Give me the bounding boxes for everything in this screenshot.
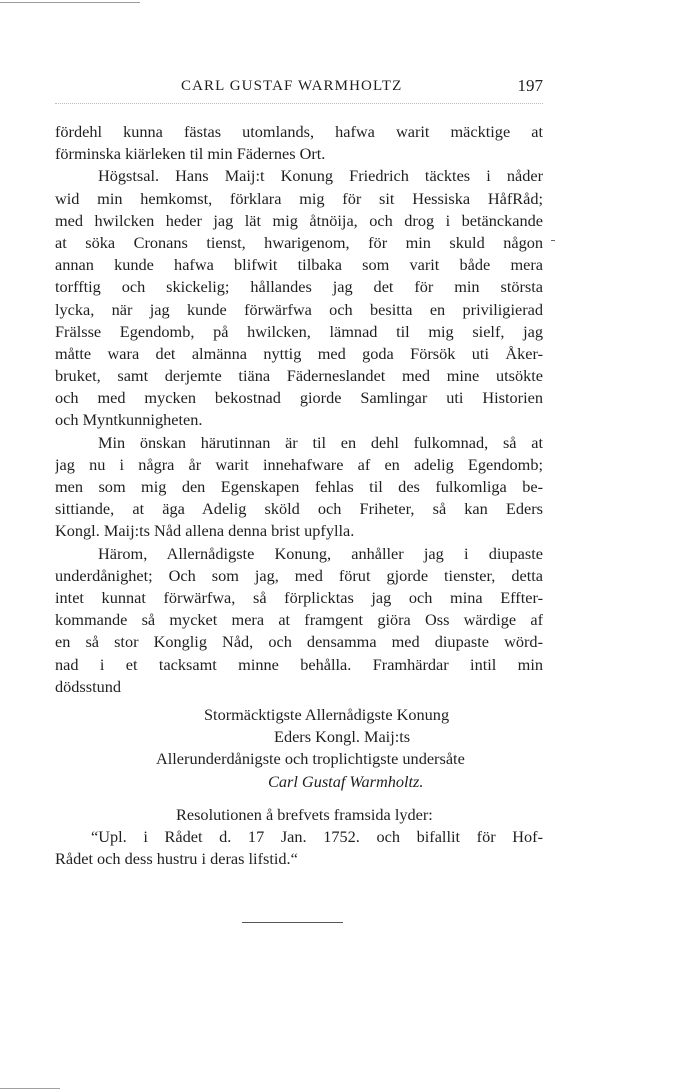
running-title: CARL GUSTAF WARMHOLTZ xyxy=(181,78,403,94)
scan-edge-mark xyxy=(0,2,140,3)
text-line: underdånighet; Och som jag, med förut gjorde tienster, detta xyxy=(55,565,543,585)
text-line: jag nu i några år warit innehafware af en adelig Egendomb; xyxy=(55,454,543,474)
text-line: men som mig den Egenskapen fehlas til des fulkomliga be- xyxy=(55,477,543,496)
header-rule xyxy=(55,103,543,104)
text-line: Kongl. Maij:ts Nåd allena denna brist upfylla. xyxy=(55,521,355,541)
resolution-quote-line: Rådet och dess hustru i deras lifstid.“ xyxy=(55,849,298,869)
text-line: och Myntkunnigheten. xyxy=(55,410,203,430)
signature: Carl Gustaf Warmholtz. xyxy=(268,771,424,791)
text-line: nad i et tacksamt minne behålla. Framhärdar intil min xyxy=(55,654,543,674)
text-line: och med mycken bekostnad giorde Samlingar uti Historien xyxy=(55,388,543,408)
text-line: en så stor Konglig Nåd, och densamma med diupaste wörd- xyxy=(55,632,543,652)
closing-subscription: Allerunderdånigste och troplichtigste undersåte xyxy=(156,749,465,769)
text-line: förminska kiärleken til min Fädernes Ort. xyxy=(55,144,326,164)
body-text xyxy=(55,121,543,698)
text-line: med hwilcken heder jag lät mig åtnöija, och drog i betänckande xyxy=(55,210,543,230)
text-line: kommande så mycket mera at framgent giöra Oss wärdige af xyxy=(55,610,543,630)
text-line: måtte wara det almänna nyttig med goda Försök uti Åker- xyxy=(55,343,543,363)
margin-mark xyxy=(551,240,555,241)
text-line: lycka, när jag kunde förwärfwa och besitta en priviligierad xyxy=(55,299,543,319)
text-line: intet kunnat förwärfwa, så förplicktas jag och mina Effter- xyxy=(55,587,543,607)
section-end-rule xyxy=(242,922,343,923)
page-number: 197 xyxy=(517,76,543,95)
text-line: sittiande, at äga Adelig sköld och Friheter, så kan Eders xyxy=(55,499,543,519)
scan-edge-mark xyxy=(0,1088,60,1089)
page-header xyxy=(55,78,543,102)
closing-address: Eders Kongl. Maij:ts xyxy=(274,727,411,747)
text-line: at söka Cronans tienst, hwarigenom, för min skuld någon xyxy=(55,232,543,252)
text-line: wid min hemkomst, förklara mig för sit Hessiska HåfRåd; xyxy=(55,188,543,208)
letter-closing xyxy=(55,704,543,793)
text-line: Frälsse Egendomb, på hwilcken, lämnad til mig sielf, jag xyxy=(55,321,543,341)
text-line: Härom, Allernådigste Konung, anhåller jag i diupaste xyxy=(98,543,543,563)
text-line: fördehl kunna fästas utomlands, hafwa warit mäcktige at xyxy=(55,122,543,141)
text-line: Min önskan härutinnan är til en dehl fulkomnad, så at xyxy=(98,432,543,452)
resolution-note xyxy=(55,804,543,871)
closing-salutation: Stormäcktigste Allernådigste Konung xyxy=(204,705,450,724)
text-line: torfftig och skickelig; hållandes jag det för min största xyxy=(55,277,543,297)
text-line: dödsstund xyxy=(55,676,122,696)
resolution-quote-line: “Upl. i Rådet d. 17 Jan. 1752. och bifallit för Hof- xyxy=(91,827,543,847)
text-line: Högstsal. Hans Maij:t Konung Friedrich täcktes i nåder xyxy=(98,166,543,186)
resolution-intro: Resolutionen å brefvets framsida lyder: xyxy=(176,805,433,824)
text-line: annan kunde hafwa blifwit tilbaka som varit både mera xyxy=(55,255,543,275)
text-line: bruket, samt derjemte tiäna Fäderneslandet med mine utsökte xyxy=(55,366,543,386)
